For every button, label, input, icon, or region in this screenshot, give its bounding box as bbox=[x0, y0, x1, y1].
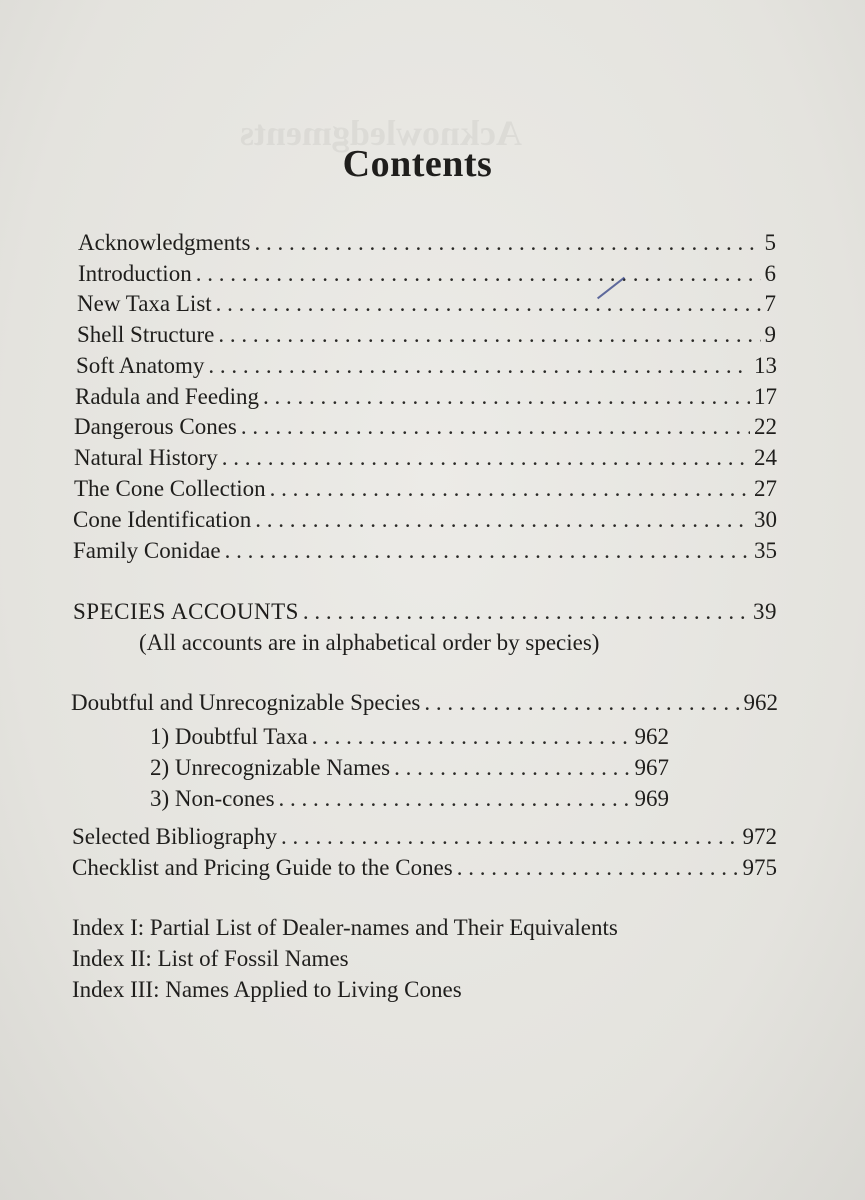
toc-entry bbox=[77, 291, 776, 321]
toc-entry bbox=[74, 414, 777, 444]
entry-page: 962 bbox=[634, 724, 669, 749]
entry-label: Selected Bibliography bbox=[72, 824, 278, 849]
entry-page: 972 bbox=[742, 824, 777, 849]
entry-page: 30 bbox=[754, 507, 777, 532]
entry-page: 6 bbox=[764, 261, 776, 286]
entry-page: 27 bbox=[754, 476, 777, 501]
toc-entry bbox=[74, 445, 777, 475]
entry-page: 24 bbox=[754, 445, 777, 470]
entry-page: 969 bbox=[634, 786, 669, 811]
dot-leader bbox=[255, 507, 750, 533]
toc-entry bbox=[78, 230, 776, 260]
dot-leader bbox=[312, 724, 631, 750]
entry-label: Soft Anatomy bbox=[76, 353, 205, 378]
dot-leader bbox=[303, 599, 749, 625]
entry-label: Radula and Feeding bbox=[75, 384, 259, 409]
entry-label: 1) Doubtful Taxa bbox=[150, 724, 308, 749]
entry-label: New Taxa List bbox=[77, 291, 212, 316]
entry-page: 5 bbox=[764, 230, 776, 255]
dot-leader bbox=[424, 690, 739, 716]
dot-leader bbox=[218, 322, 760, 348]
dot-leader bbox=[216, 291, 761, 317]
entry-page: 39 bbox=[753, 599, 777, 624]
entry-page: 13 bbox=[754, 353, 777, 378]
toc-entry bbox=[78, 261, 776, 291]
dot-leader bbox=[241, 414, 750, 440]
toc-entry bbox=[72, 824, 777, 854]
toc-entry bbox=[76, 353, 777, 383]
entry-label: The Cone Collection bbox=[74, 476, 266, 501]
entry-page: 962 bbox=[743, 690, 778, 715]
entry-label: Dangerous Cones bbox=[74, 414, 237, 439]
toc-entry bbox=[71, 690, 778, 720]
dot-leader bbox=[196, 261, 761, 287]
toc-entry bbox=[73, 538, 777, 568]
dot-leader bbox=[222, 445, 750, 471]
entry-label: Cone Identification bbox=[73, 507, 252, 532]
toc-entry bbox=[72, 855, 777, 885]
toc-entry bbox=[75, 384, 777, 414]
entry-page: 9 bbox=[764, 322, 776, 347]
dot-leader bbox=[457, 855, 739, 881]
page-title: Contents bbox=[342, 143, 493, 185]
dot-leader bbox=[208, 353, 750, 379]
toc-entry bbox=[73, 507, 777, 537]
dot-leader bbox=[279, 786, 631, 812]
dot-leader bbox=[281, 824, 738, 850]
entry-page: 967 bbox=[634, 755, 669, 780]
entry-label: Family Conidae bbox=[73, 538, 221, 563]
index-entry: Index III: Names Applied to Living Cones bbox=[72, 977, 462, 1002]
index-entry: Index I: Partial List of Dealer-names and Their Equivalents bbox=[72, 915, 618, 940]
index-entry: Index II: List of Fossil Names bbox=[72, 946, 349, 971]
entry-page: 22 bbox=[754, 414, 777, 439]
dot-leader bbox=[254, 230, 760, 256]
entry-label: Introduction bbox=[78, 261, 192, 286]
entry-label: Shell Structure bbox=[77, 322, 215, 347]
species-accounts-entry bbox=[73, 599, 777, 629]
dot-leader bbox=[263, 384, 750, 410]
entry-label: 2) Unrecognizable Names bbox=[150, 755, 391, 780]
entry-page: 35 bbox=[754, 538, 777, 563]
entry-label: Natural History bbox=[74, 445, 218, 470]
toc-entry bbox=[74, 476, 777, 506]
entry-label: Acknowledgments bbox=[78, 230, 251, 255]
toc-subentry bbox=[150, 724, 669, 754]
entry-page: 7 bbox=[764, 291, 776, 316]
dot-leader bbox=[225, 538, 750, 564]
entry-page: 975 bbox=[742, 855, 777, 880]
dot-leader bbox=[270, 476, 750, 502]
dot-leader bbox=[394, 755, 630, 781]
entry-label: Checklist and Pricing Guide to the Cones bbox=[72, 855, 453, 880]
entry-label: Doubtful and Unrecognizable Species bbox=[71, 690, 421, 715]
entry-label: 3) Non-cones bbox=[150, 786, 275, 811]
toc-subentry bbox=[150, 786, 669, 816]
toc-subentry bbox=[150, 755, 669, 785]
entry-label: SPECIES ACCOUNTS bbox=[73, 599, 299, 624]
entry-page: 17 bbox=[754, 384, 777, 409]
toc-entry bbox=[77, 322, 776, 352]
species-note: (All accounts are in alphabetical order by species) bbox=[139, 630, 600, 655]
bleed-through-text: Acknowledgments bbox=[240, 113, 523, 153]
